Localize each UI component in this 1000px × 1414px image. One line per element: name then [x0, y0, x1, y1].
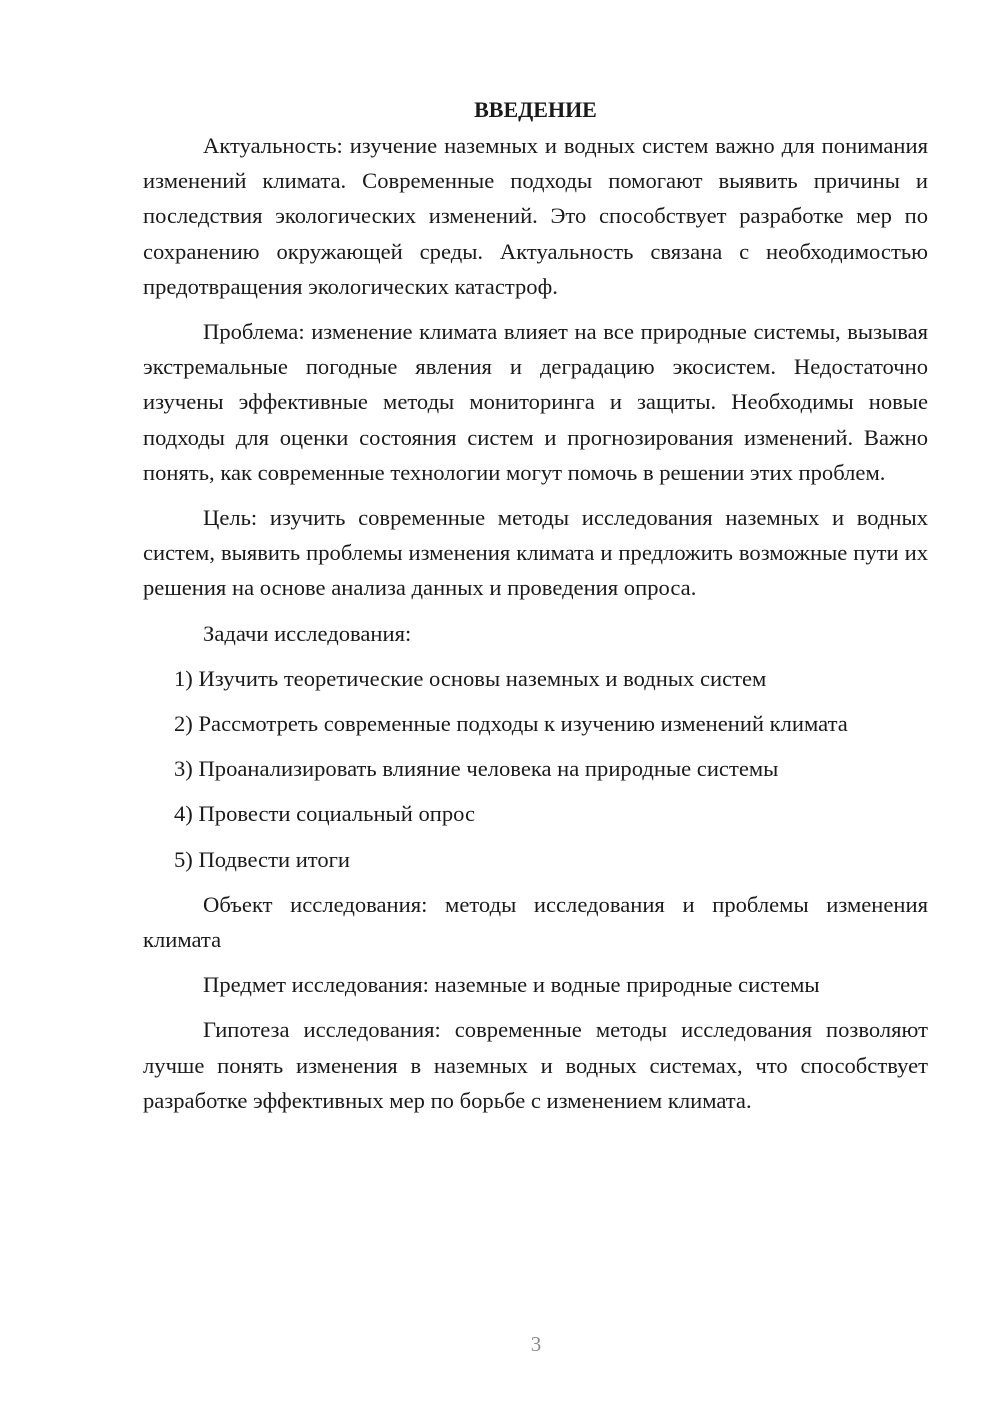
page-number: 3	[530, 1332, 542, 1356]
list-item: 5) Подвести итоги	[174, 846, 351, 872]
document-page	[143, 92, 928, 1118]
tasks-list	[143, 661, 928, 877]
paragraph-goal: Цель: изучить современные методы исследования наземных и водных систем, выявить проблемы изменения климата и предложить возможные пути их решения на основе анализа данных и проведения опроса.	[143, 505, 928, 601]
list-item: 1) Изучить теоретические основы наземных и водных систем	[174, 665, 767, 691]
paragraph-relevance: Актуальность: изучение наземных и водных систем важно для понимания изменений климата. Современные подходы помогают выявить причины и последствия экологических изменений. Это способствует разработке мер по сохранению окружающей среды. Актуальность связана с необходимостью предотвращения экологических катастроф.	[143, 133, 928, 299]
list-item: 4) Провести социальный опрос	[174, 801, 476, 827]
paragraph-hypothesis: Гипотеза исследования: современные методы исследования позволяют лучше понять изменения в наземных и водных системах, что способствует разработке эффективных мер по борьбе с изменением климата.	[143, 1017, 928, 1113]
page-title: ВВЕДЕНИЕ	[474, 97, 597, 122]
paragraph-problem: Проблема: изменение климата влияет на все природные системы, вызывая экстремальные погодные явления и деградацию экосистем. Недостаточно изучены эффективные методы мониторинга и защиты. Необходимы новые подходы для оценки состояния систем и прогнозирования изменений. Важно понять, как современные технологии могут помочь в решении этих проблем.	[143, 319, 928, 485]
list-item: 2) Рассмотреть современные подходы к изучению изменений климата	[174, 711, 848, 737]
tasks-title: Задачи исследования:	[203, 620, 412, 646]
paragraph-object: Объект исследования: методы исследования и проблемы изменения климата	[143, 891, 928, 953]
paragraph-subject: Предмет исследования: наземные и водные природные системы	[203, 972, 820, 998]
list-item: 3) Проанализировать влияние человека на природные системы	[174, 756, 779, 782]
